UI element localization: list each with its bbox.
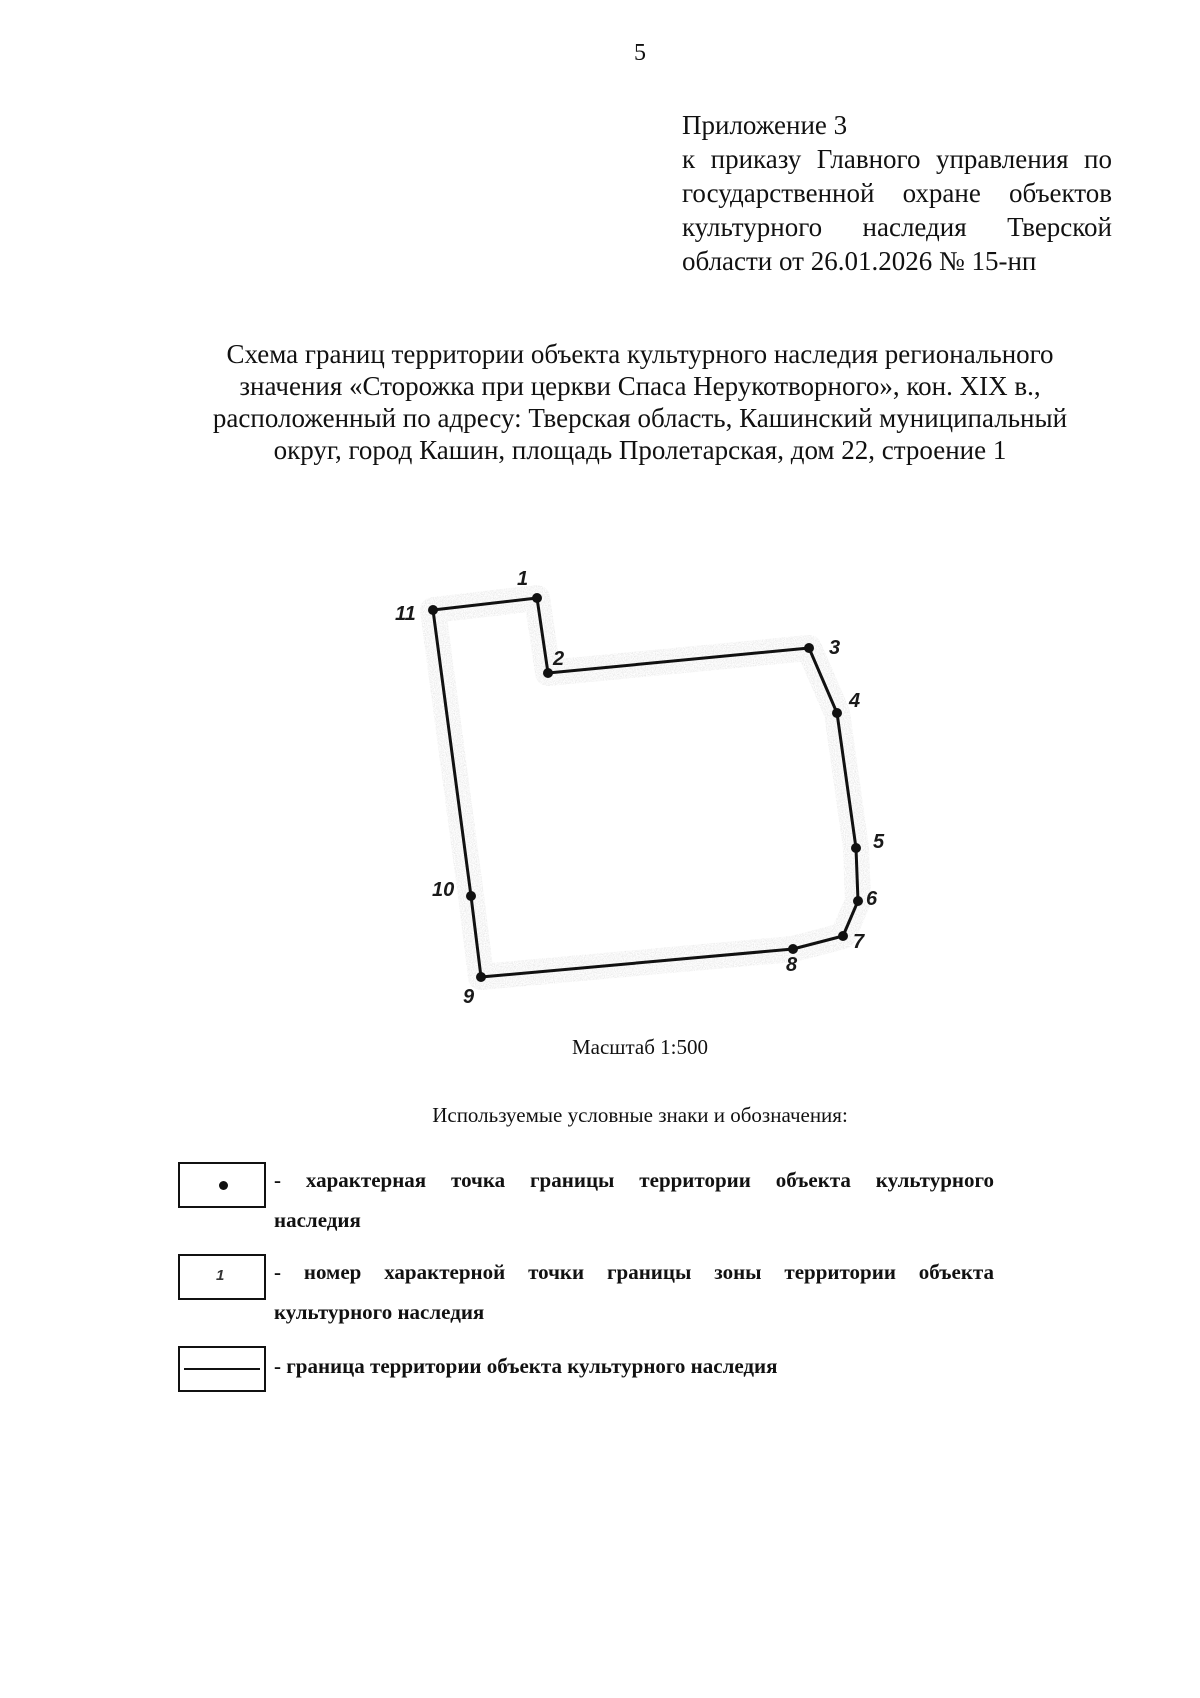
boundary-halo-shade (433, 598, 861, 977)
scheme-title-line: Схема границ территории объекта культурного наследия регионального (226, 339, 1054, 369)
legend-symbol-box (178, 1254, 266, 1300)
boundary-point-marker (532, 593, 542, 603)
boundary-point-marker (838, 931, 848, 941)
appendix-line: к приказу Главного управления по (682, 144, 1112, 174)
boundary-point-marker (788, 944, 798, 954)
boundary-point-marker (853, 896, 863, 906)
boundary-point-marker (804, 643, 814, 653)
legend-text (274, 1346, 778, 1386)
legend-symbol-box (178, 1346, 266, 1392)
scheme-title-line: значения «Сторожка при церкви Спаса Нерукотворного», кон. XIX в., (239, 371, 1041, 401)
legend-text-line: наследия (274, 1208, 361, 1232)
boundary-point-label: 8 (786, 954, 798, 976)
map-scale: Масштаб 1:500 (571, 1035, 708, 1059)
boundary-point-label: 4 (849, 690, 861, 712)
appendix-line: Приложение 3 (682, 110, 848, 140)
boundary-line-icon (184, 1368, 260, 1370)
point-number-icon: 1 (216, 1267, 225, 1284)
legend-text-line: - номер характерной точки границы зоны территории объекта (274, 1260, 994, 1284)
boundary-point-marker (543, 668, 553, 678)
boundary-point-label: 5 (873, 831, 885, 853)
scheme-title-line: расположенный по адресу: Тверская область, Кашинский муниципальный (212, 403, 1068, 433)
boundary-point-marker (851, 843, 861, 853)
legend-heading: Используемые условные знаки и обозначения: (432, 1103, 848, 1127)
scheme-title-line: округ, город Кашин, площадь Пролетарская, дом 22, строение 1 (273, 435, 1007, 465)
boundary-point-marker (466, 891, 476, 901)
legend-text-line: - граница территории объекта культурного наследия (274, 1354, 778, 1378)
boundary-point-label: 1 (517, 568, 529, 590)
appendix-line: области от 26.01.2026 № 15-нп (682, 246, 1037, 276)
boundary-point-marker (476, 972, 486, 982)
boundary-point-icon (219, 1181, 228, 1190)
legend-text (274, 1252, 994, 1332)
boundary-point-label: 3 (829, 637, 841, 659)
boundary-point-label: 11 (395, 603, 416, 625)
boundary-halo (433, 598, 861, 977)
appendix-line: культурного наследия Тверской (682, 212, 1112, 242)
legend-text-line: культурного наследия (274, 1300, 485, 1324)
boundary-point-label: 6 (866, 888, 878, 910)
boundary-point-label: 10 (432, 879, 455, 901)
boundary-point-label: 7 (853, 931, 865, 953)
boundary-point-label: 9 (463, 986, 475, 1008)
legend-text (274, 1160, 994, 1240)
legend-text-line: - характерная точка границы территории объекта культурного (274, 1168, 994, 1192)
legend-symbol-box (178, 1162, 266, 1208)
boundary-point-marker (832, 708, 842, 718)
appendix-line: государственной охране объектов (682, 178, 1112, 208)
page-number: 5 (634, 40, 646, 66)
boundary-point-label: 2 (553, 648, 565, 670)
boundary-point-marker (428, 605, 438, 615)
